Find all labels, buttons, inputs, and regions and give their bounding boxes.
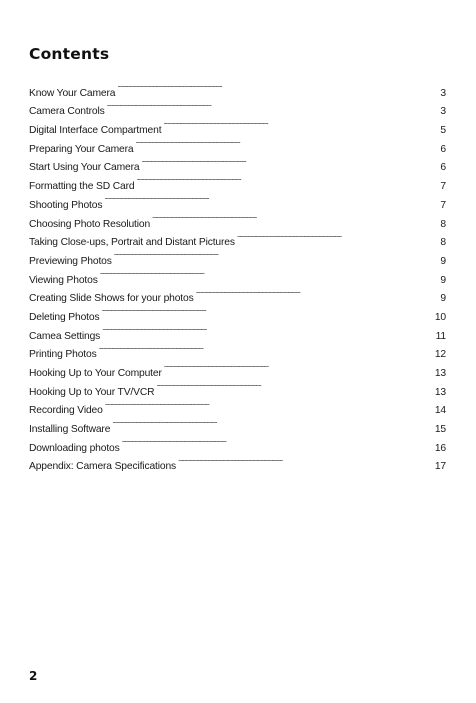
dot-leader (114, 245, 438, 264)
dot-leader (164, 357, 432, 376)
toc-entry-title: Camea Settings (29, 330, 101, 342)
toc-entry-page: 8 (440, 218, 446, 230)
dot-leader (141, 152, 437, 171)
dot-leader (135, 133, 437, 152)
page-number: 2 (29, 669, 38, 683)
toc-entry-page: 9 (440, 255, 446, 267)
page-title: Contents (29, 45, 110, 63)
toc-entry-page: 14 (434, 405, 446, 417)
dot-leader (163, 114, 437, 133)
toc-entry-page: 11 (435, 330, 446, 342)
toc-entry-title: Viewing Photos (29, 274, 98, 286)
toc-entry-page: 3 (440, 87, 446, 99)
dot-leader (178, 451, 432, 470)
toc-entry-page: 6 (440, 162, 446, 174)
toc-entry-title: Start Using Your Camera (29, 162, 140, 174)
table-of-contents (29, 77, 446, 473)
toc-entry-title: Choosing Photo Resolution (29, 218, 151, 230)
dot-leader (99, 339, 432, 358)
dot-leader (105, 395, 432, 414)
toc-entry-title: Printing Photos (29, 349, 97, 361)
dot-leader (122, 432, 432, 451)
toc-entry-page: 10 (434, 311, 446, 323)
toc-entry-title: Preparing Your Camera (29, 143, 134, 155)
dot-leader (104, 189, 437, 208)
toc-entry-title: Shooting Photos (29, 199, 103, 211)
toc-entry-page: 9 (440, 274, 446, 286)
toc-entry-title: Previewing Photos (29, 255, 112, 267)
toc-entry-title: Downloading photos (29, 442, 120, 454)
toc-entry-page: 5 (440, 125, 446, 137)
dot-leader (196, 283, 438, 302)
dot-leader (152, 208, 437, 227)
dot-leader (107, 96, 438, 115)
toc-entry-title: Taking Close-ups, Portrait and Distant Pictures (29, 237, 235, 249)
toc-entry-page: 13 (434, 386, 446, 398)
toc-entry-title: Digital Interface Compartment (29, 125, 162, 137)
toc-entry-page: 7 (440, 181, 446, 193)
toc-entry-title: Know Your Camera (29, 87, 116, 99)
dot-leader (100, 264, 438, 283)
toc-entry-page: 12 (434, 349, 446, 361)
dot-leader (102, 320, 432, 339)
toc-entry-page: 6 (440, 143, 446, 155)
toc-entry-title: Hooking Up to Your TV/VCR (29, 386, 155, 398)
toc-entry-page: 9 (440, 293, 446, 305)
dot-leader (136, 170, 437, 189)
dot-leader (101, 301, 431, 320)
toc-entry-title: Deleting Photos (29, 311, 100, 323)
toc-entry-page: 8 (440, 237, 446, 249)
toc-entry-title: Camera Controls (29, 106, 105, 118)
toc-entry-title: Installing Software (29, 424, 111, 436)
dot-leader (117, 77, 437, 96)
toc-entry-page: 16 (434, 442, 446, 454)
toc-entry (29, 77, 446, 99)
dot-leader (156, 376, 431, 395)
dot-leader (237, 227, 438, 246)
toc-entry-title: Creating Slide Shows for your photos (29, 293, 194, 305)
toc-entry-page: 17 (434, 461, 446, 473)
toc-entry-page: 13 (434, 368, 446, 379)
dot-leader (112, 413, 432, 432)
toc-entry-page: 7 (440, 199, 446, 211)
toc-entry-page: 3 (440, 106, 446, 118)
toc-entry-page: 15 (434, 424, 446, 436)
toc-entry-title: Formatting the SD Card (29, 181, 135, 193)
toc-entry-title: Recording Video (29, 405, 103, 417)
toc-entry-title: Hooking Up to Your Computer (29, 368, 162, 379)
toc-entry-title: Appendix: Camera Specifications (29, 461, 177, 473)
